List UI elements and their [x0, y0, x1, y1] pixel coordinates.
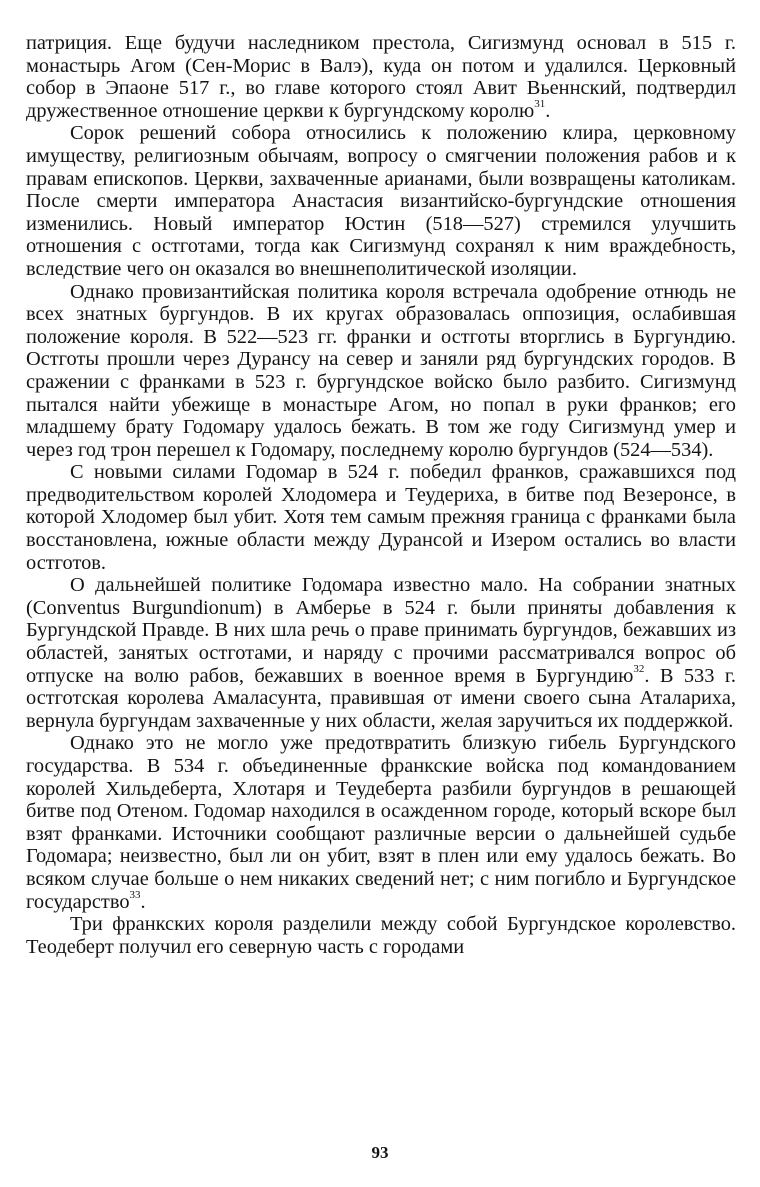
paragraph-1: [26, 32, 736, 122]
paragraph-text: Однако провизантийская политика короля встречала одобрение отнюдь не всех знатных бургундов. В их кругах образовалась оппозиция, ослабившая положение короля. В 522—523 гг. франки и остготы вторглись в Бургундию. Остготы прошли через Дурансу на север и заняли ряд бургундских городов. В сражении с франками в 523 г. бургундское войско было разбито. Сигизмунд пытался найти убежище в монастыре Агом, но попал в руки франков; его младшему брату Годомару удалось бежать. В том же году Сигизмунд умер и через год трон перешел к Годомару, последнему королю бургундов (524—534).: [26, 280, 736, 461]
footnote-ref-31[interactable]: 31: [534, 97, 546, 110]
paragraph-6: [26, 732, 736, 913]
paragraph-tail: . В 533 г. остготская королева Амаласунта, правившая от имени своего сына Аталариха, вернула бургундам захваченные у них области, желая заручиться их поддержкой.: [26, 664, 736, 732]
paragraph-4: [26, 461, 736, 574]
page-number: 93: [371, 1143, 389, 1162]
paragraph-2: [26, 122, 736, 280]
paragraph-3: [26, 281, 736, 462]
paragraph-tail: .: [140, 890, 146, 913]
paragraph-7: [26, 913, 736, 958]
paragraph-text: патриция. Еще будучи наследником престола, Сигизмунд основал в 515 г. монастырь Агом (Сен-Морис в Валэ), куда он потом и удалился. Церковный собор в Эпаоне 517 г., во главе которого стоял Авит Вьеннский, подтвердил дружественное отношение церкви к бургундскому королю: [26, 32, 736, 122]
footnote-ref-33[interactable]: 33: [129, 888, 141, 901]
paragraph-text: Сорок решений собора относились к положению клира, церковному имуществу, религиозным обычаям, вопросу о смягчении положения рабов и к правам епископов. Церкви, захваченные арианами, были возвращены католикам. После смерти императора Анастасия византийско-бургундские отношения изменились. Новый император Юстин (518—527) стремился улучшить отношения с остготами, тогда как Сигизмунд сохранял к ним враждебность, вследствие чего он оказался во внешнеполитической изоляции.: [26, 122, 736, 280]
page-body: [26, 32, 736, 958]
paragraph-text: О дальнейшей политике Годомара известно мало. На собрании знатных (Conventus Burgundionum) в Амберье в 524 г. были приняты добавления к Бургундской Правде. В них шла речь о праве принимать бургундов, бежавших из областей, занятых остготами, и наряду с прочими рассматривался вопрос об отпуске на волю рабов, бежавших в военное время в Бургундию: [26, 574, 736, 687]
paragraph-text: Однако это не могло уже предотвратить близкую гибель Бургундского государства. В 534 г. объединенные франкские войска под командованием королей Хильдеберта, Хлотаря и Теудеберта разбили бургундов в решающей битве под Отеном. Годомар находился в осажденном городе, который вскоре был взят франками. Источники сообщают различные версии о дальнейшей судьбе Годомара; неизвестно, был ли он убит, взят в плен или ему удалось бежать. Во всяком случае больше о нем никаких сведений нет; с ним погибло и Бургундское государство: [26, 732, 736, 913]
paragraph-5: [26, 574, 736, 732]
paragraph-tail: .: [545, 99, 551, 122]
footnote-ref-32[interactable]: 32: [633, 662, 645, 675]
paragraph-text: С новыми силами Годомар в 524 г. победил франков, сражавшихся под предводительством королей Хлодомера и Теудериха, в битве под Везеронсе, в которой Хлодомер был убит. Хотя тем самым прежняя граница с франками была восстановлена, южные области между Дурансой и Изером остались во власти остготов.: [26, 461, 736, 574]
paragraph-text: Три франкских короля разделили между собой Бургундское королевство. Теодеберт получил его северную часть с городами: [26, 913, 736, 958]
